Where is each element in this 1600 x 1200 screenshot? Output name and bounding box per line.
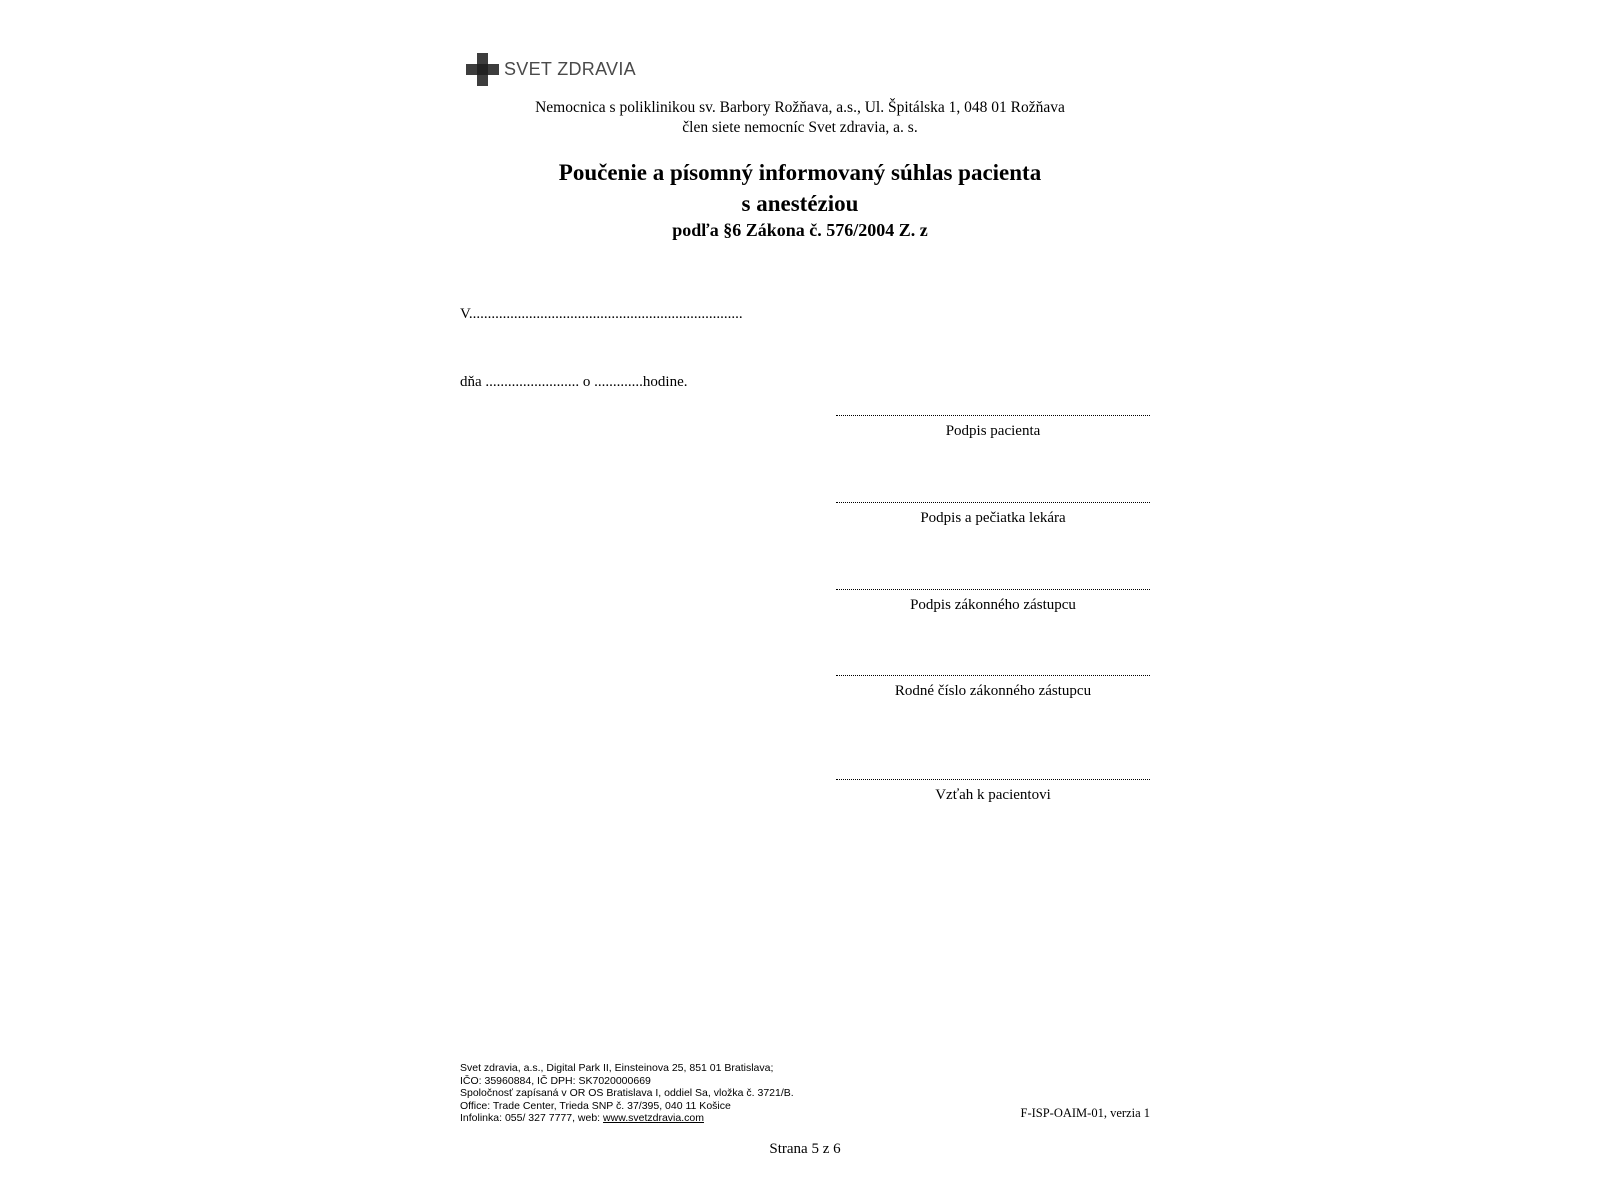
page-number: Strana 5 z 6 — [769, 1141, 841, 1157]
form-code: F-ISP-OAIM-01, verzia 1 — [1020, 1106, 1150, 1120]
signature-label-patient: Podpis pacienta — [945, 423, 1041, 439]
website-link[interactable]: www.svetzdravia.com — [603, 1112, 704, 1125]
svet-zdravia-logo — [466, 53, 646, 87]
document-subtitle: podľa §6 Zákona č. 576/2004 Z. z — [672, 220, 928, 240]
cross-squares-logo-icon — [466, 53, 500, 87]
date-time-field[interactable]: dňa ......................... o .............hodine. — [460, 374, 688, 390]
footer-infoline: Infolinka: 055/ 327 7777, web: — [460, 1112, 604, 1125]
document-title: Poučenie a písomný informovaný súhlas pacienta — [558, 160, 1042, 185]
signature-line-legal-rep-id[interactable] — [836, 675, 1150, 676]
signature-label-legal-rep-id: Rodné číslo zákonného zástupcu — [894, 683, 1092, 699]
signature-label-doctor: Podpis a pečiatka lekára — [920, 510, 1066, 526]
network-member-line: člen siete nemocníc Svet zdravia, a. s. — [682, 119, 918, 136]
hospital-address: Nemocnica s poliklinikou sv. Barbory Rožňava, a.s., Ul. Špitálska 1, 048 01 Rožňava — [535, 99, 1065, 116]
signature-label-relationship: Vzťah k pacientovi — [935, 787, 1051, 803]
logo-text: SVET ZDRAVIA — [504, 59, 636, 79]
footer-line — [460, 1112, 794, 1125]
footer-line: Svet zdravia, a.s., Digital Park II, Einsteinova 25, 851 01 Bratislava; — [460, 1062, 774, 1074]
signature-line-patient[interactable] — [836, 415, 1150, 416]
footer-line: Office: Trade Center, Trieda SNP č. 37/395, 040 11 Košice — [460, 1099, 731, 1112]
signature-line-relationship[interactable] — [836, 779, 1150, 780]
company-footer — [460, 1062, 794, 1125]
signature-line-doctor[interactable] — [836, 502, 1150, 503]
footer-line: IČO: 35960884, IČ DPH: SK7020000669 — [460, 1074, 651, 1087]
signature-line-legal-rep[interactable] — [836, 589, 1150, 590]
footer-line: Spoločnosť zapísaná v OR OS Bratislava I, oddiel Sa, vložka č. 3721/B. — [460, 1087, 794, 1100]
signature-label-legal-rep: Podpis zákonného zástupcu — [910, 597, 1076, 613]
document-title-line2: s anestéziou — [741, 191, 859, 216]
place-field[interactable]: V......................................................................... — [460, 306, 743, 322]
